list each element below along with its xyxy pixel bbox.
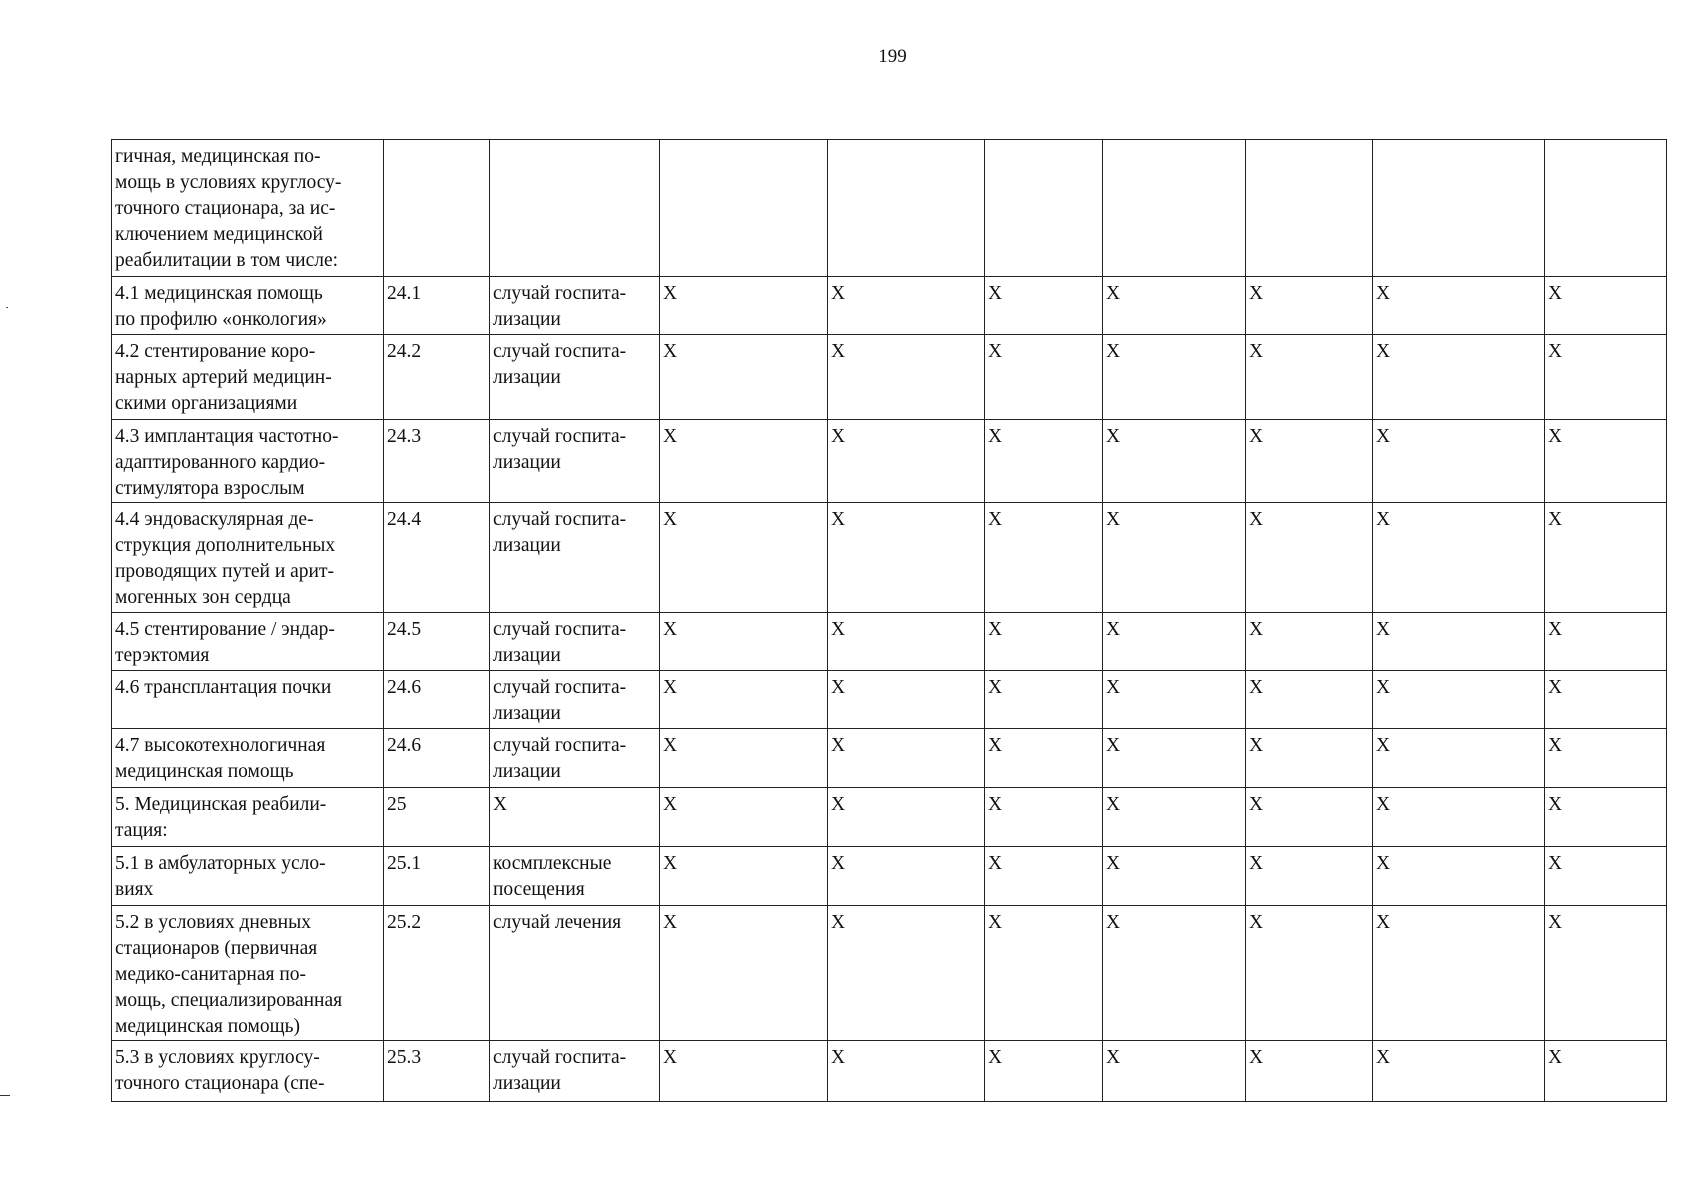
- row-value-cell: X: [1373, 420, 1545, 503]
- row-value-cell: X: [1373, 847, 1545, 906]
- row-unit-line: лизации: [493, 367, 561, 388]
- row-unit-line: случай госпита-: [493, 283, 627, 304]
- row-value-cell: [1246, 140, 1373, 277]
- row-name-cell: [112, 420, 384, 503]
- row-value-cell: X: [1246, 1041, 1373, 1102]
- row-unit-line: лизации: [493, 645, 561, 666]
- row-value-cell: X: [828, 277, 985, 335]
- row-name-cell: [112, 1041, 384, 1102]
- table-row: [112, 420, 1667, 503]
- row-unit-cell: [490, 613, 660, 671]
- row-value-cell: X: [985, 503, 1103, 613]
- row-value-cell: X: [660, 847, 828, 906]
- row-value-cell: X: [828, 503, 985, 613]
- row-value-cell: X: [1373, 729, 1545, 788]
- row-code-cell: 24.6: [384, 671, 490, 729]
- row-value-cell: X: [1103, 503, 1246, 613]
- row-name-line: медико-санитарная по-: [115, 964, 307, 985]
- row-value-cell: X: [828, 788, 985, 847]
- table-row: [112, 503, 1667, 613]
- scan-artifact: [0, 1095, 10, 1096]
- row-value-cell: X: [1103, 906, 1246, 1041]
- row-unit-cell: [490, 788, 660, 847]
- row-code-cell: 25.3: [384, 1041, 490, 1102]
- row-unit-cell: [490, 140, 660, 277]
- row-name-line: гичная, медицинская по-: [115, 146, 321, 167]
- row-value-cell: [1545, 140, 1667, 277]
- row-value-cell: X: [1103, 847, 1246, 906]
- row-value-cell: X: [1103, 1041, 1246, 1102]
- row-code-cell: 24.1: [384, 277, 490, 335]
- row-value-cell: [660, 140, 828, 277]
- row-unit-line: лизации: [493, 535, 561, 556]
- row-value-cell: X: [985, 671, 1103, 729]
- row-unit-cell: [490, 335, 660, 420]
- row-value-cell: X: [1545, 671, 1667, 729]
- row-unit-cell: [490, 277, 660, 335]
- row-name-line: стимулятора взрослым: [115, 478, 305, 499]
- row-name-line: 4.2 стентирование коро-: [115, 341, 316, 362]
- row-value-cell: X: [985, 613, 1103, 671]
- row-value-cell: X: [660, 788, 828, 847]
- row-name-line: 4.3 имплантация частотно-: [115, 426, 339, 447]
- row-value-cell: X: [1103, 788, 1246, 847]
- row-code-cell: 24.2: [384, 335, 490, 420]
- row-unit-cell: [490, 906, 660, 1041]
- row-name-cell: [112, 788, 384, 847]
- row-value-cell: X: [1103, 420, 1246, 503]
- table-row: [112, 335, 1667, 420]
- row-name-line: стационаров (первичная: [115, 938, 318, 959]
- row-name-cell: [112, 277, 384, 335]
- row-name-line: точного стационара, за ис-: [115, 198, 336, 219]
- row-name-line: струкция дополнительных: [115, 535, 336, 556]
- row-value-cell: X: [1545, 788, 1667, 847]
- row-value-cell: X: [985, 420, 1103, 503]
- row-value-cell: X: [828, 847, 985, 906]
- row-value-cell: X: [828, 335, 985, 420]
- row-value-cell: X: [1103, 671, 1246, 729]
- row-value-cell: X: [1103, 729, 1246, 788]
- row-value-cell: [828, 140, 985, 277]
- row-value-cell: X: [1545, 613, 1667, 671]
- row-value-cell: X: [660, 613, 828, 671]
- row-value-cell: X: [828, 613, 985, 671]
- row-value-cell: X: [1246, 420, 1373, 503]
- row-name-cell: [112, 671, 384, 729]
- row-code-cell: 24.6: [384, 729, 490, 788]
- row-value-cell: X: [1373, 503, 1545, 613]
- row-unit-cell: [490, 729, 660, 788]
- row-value-cell: X: [660, 277, 828, 335]
- row-name-line: 5. Медицинская реабили-: [115, 794, 327, 815]
- row-value-cell: X: [1373, 671, 1545, 729]
- row-name-line: медицинская помощь: [115, 761, 294, 782]
- row-code-cell: [384, 140, 490, 277]
- row-value-cell: X: [985, 729, 1103, 788]
- row-value-cell: X: [1246, 503, 1373, 613]
- row-name-cell: [112, 906, 384, 1041]
- row-value-cell: X: [1103, 335, 1246, 420]
- row-value-cell: X: [1545, 1041, 1667, 1102]
- row-code-cell: 24.5: [384, 613, 490, 671]
- row-name-line: тация:: [115, 820, 168, 841]
- row-code-cell: 24.4: [384, 503, 490, 613]
- row-value-cell: X: [660, 420, 828, 503]
- row-value-cell: X: [1246, 729, 1373, 788]
- row-value-cell: X: [660, 729, 828, 788]
- row-unit-line: лизации: [493, 1073, 561, 1094]
- row-value-cell: X: [1246, 613, 1373, 671]
- row-unit-line: случай госпита-: [493, 341, 627, 362]
- row-value-cell: X: [1545, 847, 1667, 906]
- row-value-cell: X: [985, 847, 1103, 906]
- row-unit-line: случай госпита-: [493, 1047, 627, 1068]
- row-unit-line: лизации: [493, 703, 561, 724]
- row-name-line: 5.3 в условиях круглосу-: [115, 1047, 320, 1068]
- row-unit-line: лизации: [493, 452, 561, 473]
- row-unit-cell: [490, 420, 660, 503]
- table-row: [112, 1041, 1667, 1102]
- row-value-cell: X: [660, 671, 828, 729]
- row-name-line: ключением медицинской: [115, 224, 323, 245]
- row-name-cell: [112, 335, 384, 420]
- row-value-cell: X: [985, 788, 1103, 847]
- row-value-cell: X: [660, 906, 828, 1041]
- row-value-cell: [1103, 140, 1246, 277]
- row-value-cell: X: [1246, 335, 1373, 420]
- table-row: [112, 671, 1667, 729]
- table-row: [112, 277, 1667, 335]
- row-name-line: точного стационара (спе-: [115, 1073, 325, 1094]
- row-name-line: могенных зон сердца: [115, 587, 291, 608]
- row-name-cell: [112, 613, 384, 671]
- row-unit-line: случай госпита-: [493, 619, 627, 640]
- row-name-line: нарных артерий медицин-: [115, 367, 332, 388]
- row-name-cell: [112, 140, 384, 277]
- row-value-cell: X: [828, 729, 985, 788]
- table-row: [112, 906, 1667, 1041]
- row-value-cell: X: [1545, 277, 1667, 335]
- row-unit-cell: [490, 671, 660, 729]
- row-value-cell: X: [1545, 729, 1667, 788]
- row-value-cell: X: [660, 335, 828, 420]
- row-unit-cell: [490, 847, 660, 906]
- row-value-cell: X: [985, 335, 1103, 420]
- row-name-cell: [112, 729, 384, 788]
- row-value-cell: [985, 140, 1103, 277]
- row-name-line: 5.1 в амбулаторных усло-: [115, 853, 326, 874]
- row-name-cell: [112, 503, 384, 613]
- row-unit-line: космплексные: [493, 853, 612, 874]
- row-name-line: адаптированного кардио-: [115, 452, 326, 473]
- row-name-line: 4.6 трансплантация почки: [115, 677, 332, 698]
- table-row: [112, 613, 1667, 671]
- row-value-cell: X: [985, 906, 1103, 1041]
- row-unit-cell: [490, 1041, 660, 1102]
- data-table: [111, 139, 1667, 1102]
- row-name-line: скими организациями: [115, 393, 298, 414]
- row-name-line: 4.5 стентирование / эндар-: [115, 619, 335, 640]
- row-value-cell: X: [1246, 906, 1373, 1041]
- row-name-line: терэктомия: [115, 645, 210, 666]
- row-value-cell: X: [828, 420, 985, 503]
- table-row: [112, 729, 1667, 788]
- row-name-line: медицинская помощь): [115, 1016, 301, 1037]
- row-value-cell: X: [1373, 613, 1545, 671]
- row-code-cell: 25: [384, 788, 490, 847]
- row-name-line: мощь в условиях круглосу-: [115, 172, 342, 193]
- row-name-line: по профилю «онкология»: [115, 309, 327, 330]
- row-name-line: виях: [115, 879, 154, 900]
- row-value-cell: X: [1246, 847, 1373, 906]
- row-name-line: 4.1 медицинская помощь: [115, 283, 323, 304]
- row-value-cell: X: [1246, 277, 1373, 335]
- row-value-cell: X: [1545, 906, 1667, 1041]
- row-value-cell: X: [1545, 335, 1667, 420]
- row-name-cell: [112, 847, 384, 906]
- row-unit-line: случай госпита-: [493, 735, 627, 756]
- row-name-line: 4.4 эндоваскулярная де-: [115, 509, 314, 530]
- row-value-cell: X: [1373, 1041, 1545, 1102]
- table-row: [112, 788, 1667, 847]
- row-value-cell: X: [1373, 906, 1545, 1041]
- row-value-cell: X: [660, 503, 828, 613]
- row-value-cell: X: [828, 906, 985, 1041]
- page-number: 199: [878, 46, 907, 67]
- row-name-line: проводящих путей и арит-: [115, 561, 335, 582]
- row-unit-line: X: [493, 794, 508, 815]
- row-code-cell: 25.1: [384, 847, 490, 906]
- row-code-cell: 24.3: [384, 420, 490, 503]
- row-name-line: мощь, специализированная: [115, 990, 343, 1011]
- table-row: [112, 847, 1667, 906]
- row-value-cell: X: [828, 671, 985, 729]
- row-unit-line: случай госпита-: [493, 509, 627, 530]
- scan-artifact: [6, 307, 8, 308]
- row-value-cell: X: [1373, 335, 1545, 420]
- row-unit-line: случай лечения: [493, 912, 622, 933]
- row-value-cell: X: [1373, 788, 1545, 847]
- row-value-cell: X: [1246, 788, 1373, 847]
- row-name-line: 5.2 в условиях дневных: [115, 912, 311, 933]
- table-row: [112, 140, 1667, 277]
- row-code-cell: 25.2: [384, 906, 490, 1041]
- row-value-cell: X: [1103, 613, 1246, 671]
- row-value-cell: X: [1373, 277, 1545, 335]
- row-unit-line: случай госпита-: [493, 677, 627, 698]
- row-value-cell: X: [985, 277, 1103, 335]
- row-unit-line: случай госпита-: [493, 426, 627, 447]
- row-unit-cell: [490, 503, 660, 613]
- row-value-cell: X: [1545, 503, 1667, 613]
- row-value-cell: X: [1103, 277, 1246, 335]
- row-name-line: реабилитации в том числе:: [115, 250, 339, 271]
- row-value-cell: X: [828, 1041, 985, 1102]
- row-value-cell: X: [985, 1041, 1103, 1102]
- row-unit-line: лизации: [493, 761, 561, 782]
- row-value-cell: X: [660, 1041, 828, 1102]
- row-unit-line: посещения: [493, 879, 585, 900]
- row-value-cell: X: [1246, 671, 1373, 729]
- row-unit-line: лизации: [493, 309, 561, 330]
- row-value-cell: [1373, 140, 1545, 277]
- row-name-line: 4.7 высокотехнологичная: [115, 735, 326, 756]
- row-value-cell: X: [1545, 420, 1667, 503]
